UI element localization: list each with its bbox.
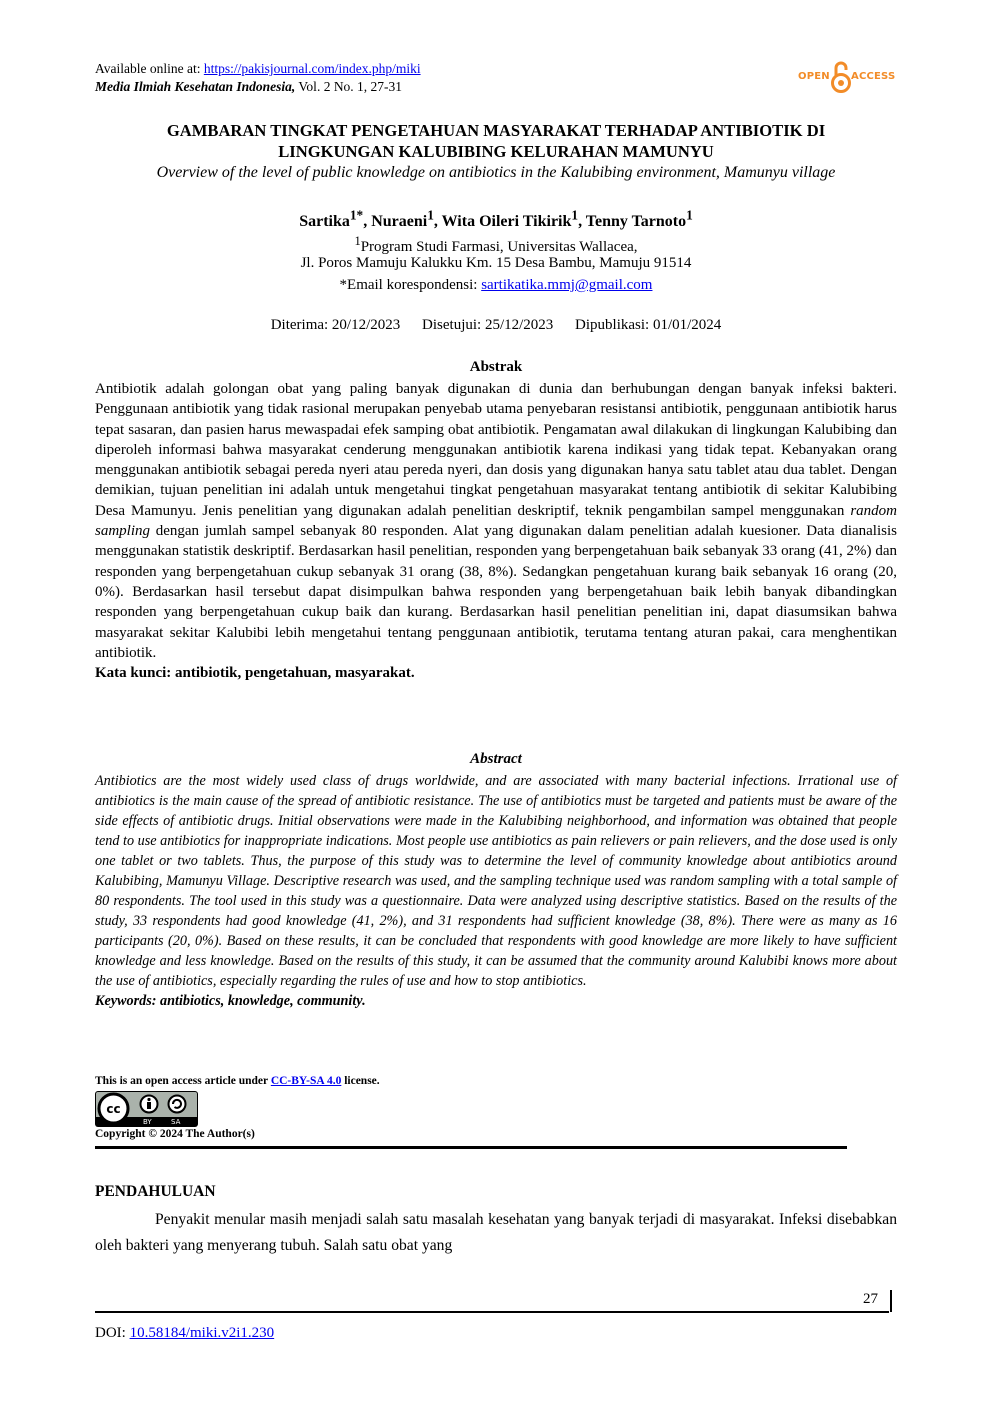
license-link[interactable]: CC-BY-SA 4.0	[270, 1075, 342, 1087]
abstrak-body: Antibiotik adalah golongan obat yang paling banyak digunakan di dunia dan berhubungan dengan banyak infeksi bakteri. Penggunaan antibiotik yang tidak rasional merupakan penyebab utama penyebaran resistansi antibiotik, penggunaan antibiotik harus tepat sasaran, dan pasien harus mewaspadai efek samping obat antibiotik. Pengamatan awal dilakukan di lingkungan Kalubibing dan diperoleh informasi bahwa masyarakat cenderung menggunakan antibiotik karena indikasi yang tidak tepat. Kebanyakan orang menggunakan antibiotik sebagai pereda nyeri atau pereda nyeri, dan dosis yang digunakan hanya satu tablet atau dua tablet. Dengan demikian, tujuan penelitian ini adalah untuk mengetahui tingkat pengetahuan masyarakat tentang antibiotik di sekitar Kalubibing Desa Mamunyu. Jenis penelitian yang digunakan adalah penelitian deskriptif, teknik pengambilan sampel menggunakan random sampling dengan jumlah sampel sebanyak 80 responden. Alat yang digunakan dalam penelitian adalah kuesioner. Data dianalisis menggunakan statistik deskriptif. Berdasarkan hasil penelitian, responden yang berpengetahuan baik sebanyak 33 orang (41, 2%) dan responden yang berpengetahuan cukup sebanyak 31 orang (38, 8%). Sedangkan pengetahuan kurang baik sebanyak 16 orang (20, 0%). Berdasarkan hasil tersebut dapat disimpulkan bahwa responden yang berpengetahuan baik lebih banyak dibandingkan responden yang berpengetahuan cukup baik dan kurang. Berdasarkan hasil penelitian penelitian ini, dapat diasumsikan bahwa masyarakat sekitar Kalubibi lebih mengetahui tentang penggunaan antibiotik, terutama tentang aturan pakai, cara menghentikan antibiotik. Kata kunci: antibiotik, pengetahuan, masyarakat.	[95, 379, 897, 683]
by-label: BY	[143, 1118, 152, 1126]
doi-line	[95, 1325, 274, 1342]
license-statement: This is an open access article under CC-BY-SA 4.0 license.	[95, 1075, 380, 1087]
article-subtitle: Overview of the level of public knowledge on antibiotics in the Kalubibing environment, Mamunyu village	[156, 164, 836, 181]
share-alike-icon	[167, 1094, 187, 1114]
journal-citation	[95, 78, 421, 96]
available-label: Available online at:	[95, 61, 204, 76]
author-list	[95, 208, 897, 231]
title-line: GAMBARAN TINGKAT PENGETAHUAN MASYARAKAT TERHADAP ANTIBIOTIK DI	[166, 121, 826, 140]
title-line: LINGKUNGAN KALUBIBING KELURAHAN MAMUNYU	[278, 142, 714, 161]
intro-paragraph: Penyakit menular masih menjadi salah satu masalah kesehatan yang banyak terjadi di masyarakat. Infeksi disebabkan oleh bakteri yang menyerang tubuh. Salah satu obat yang	[95, 1211, 897, 1254]
article-title	[95, 120, 897, 162]
published-date: Dipublikasi: 01/01/2024	[575, 317, 722, 333]
footer-divider	[95, 1311, 889, 1313]
open-lock-icon	[831, 60, 851, 94]
abstract-heading: Abstract	[470, 751, 522, 767]
email-link[interactable]: sartikatika.mmj@gmail.com	[481, 277, 653, 293]
abstract-keywords: Keywords: antibiotics, knowledge, community.	[95, 993, 366, 1009]
correspondence-email-line	[95, 274, 897, 296]
author: Nuraeni$^1$,	[371, 208, 442, 231]
open-access-logo	[798, 60, 902, 94]
author: Sartika$^{1*}$,	[299, 208, 372, 231]
open-access-left-text: OPEN	[798, 71, 830, 82]
abstract-body: Antibiotics are the most widely used class of drugs worldwide, and are associated with many bacterial infections. Irrational use of antibiotics is the main cause of the spread of antibiotic resistance. The use of antibiotics must be targeted and patients must be aware of the side effects of antibiotic drugs. Initial observations were made in the Kalubibing neighborhood, and information was obtained that people tend to use antibiotics for inappropriate indications. Most people use antibiotics as pain relievers or pain relievers, and the dose used is only one tablet or two tablets. Thus, the purpose of this study was to determine the level of community knowledge about antibiotics around Kalubibing, Mamunyu Village. Descriptive research was used, and the sampling technique used was random sampling with a total sample of 80 respondents. The tool used in this study was a questionnaire. Data were analyzed using descriptive statistics. Based on the results of the study, 33 respondents had good knowledge (41, 2%), and 31 respondents had sufficient knowledge (38, 8%). There were as many as 16 participants (20, 0%). Based on these results, it can be concluded that respondents with good knowledge are more likely to have sufficient knowledge and less knowledge. Based on the results of this study, it can be assumed that the community around Kalubibi knows more about the use of antibiotics, especially regarding the rules of use and how to stop antibiotics. Keywords: antibiotics, knowledge, community.	[95, 773, 897, 1009]
author: Wita Oileri Tikirik$^1$,	[441, 208, 586, 231]
approved-date: Disetujui: 25/12/2023	[422, 317, 554, 333]
page-number-bar	[890, 1290, 892, 1312]
copyright-notice: Copyright © 2024 The Author(s)	[95, 1128, 255, 1140]
author: Tenny Tarnoto$^1$	[585, 208, 693, 231]
abstrak-heading: Abstrak	[469, 359, 523, 375]
abstrak-keywords: Kata kunci: antibiotik, pengetahuan, masyarakat.	[95, 665, 415, 682]
sa-label: SA	[171, 1118, 181, 1126]
availability-line	[95, 60, 421, 78]
section-heading-pendahuluan: PENDAHULUAN	[95, 1183, 216, 1200]
open-access-right-text: ACCESS	[851, 71, 896, 82]
article-dates	[95, 317, 897, 334]
affiliation-line-2: Jl. Poros Mamuju Kalukku Km. 15 Desa Bambu, Mamuju 91514	[300, 255, 692, 271]
affiliation-line-1: $^1$Program Studi Farmasi, Universitas Wallacea,	[354, 234, 638, 255]
volume-info: Vol. 2 No. 1, 27-31	[295, 79, 403, 94]
journal-name: Media Ilmiah Kesehatan Indonesia,	[95, 79, 296, 94]
received-date: Diterima: 20/12/2023	[270, 317, 401, 333]
cc-by-sa-badge[interactable]	[95, 1091, 198, 1127]
attribution-icon	[139, 1094, 159, 1114]
section-divider	[95, 1146, 847, 1149]
journal-url-link[interactable]: https://pakisjournal.com/index.php/miki	[203, 61, 421, 76]
email-label: *Email korespondensi:	[339, 277, 482, 293]
svg-text:cc: cc	[106, 1102, 121, 1116]
page-number: 27	[863, 1291, 878, 1307]
doi-link[interactable]: 10.58184/miki.v2i1.230	[129, 1325, 275, 1341]
doi-label: DOI:	[95, 1325, 130, 1341]
journal-header	[95, 60, 421, 96]
cc-icon	[97, 1092, 130, 1125]
